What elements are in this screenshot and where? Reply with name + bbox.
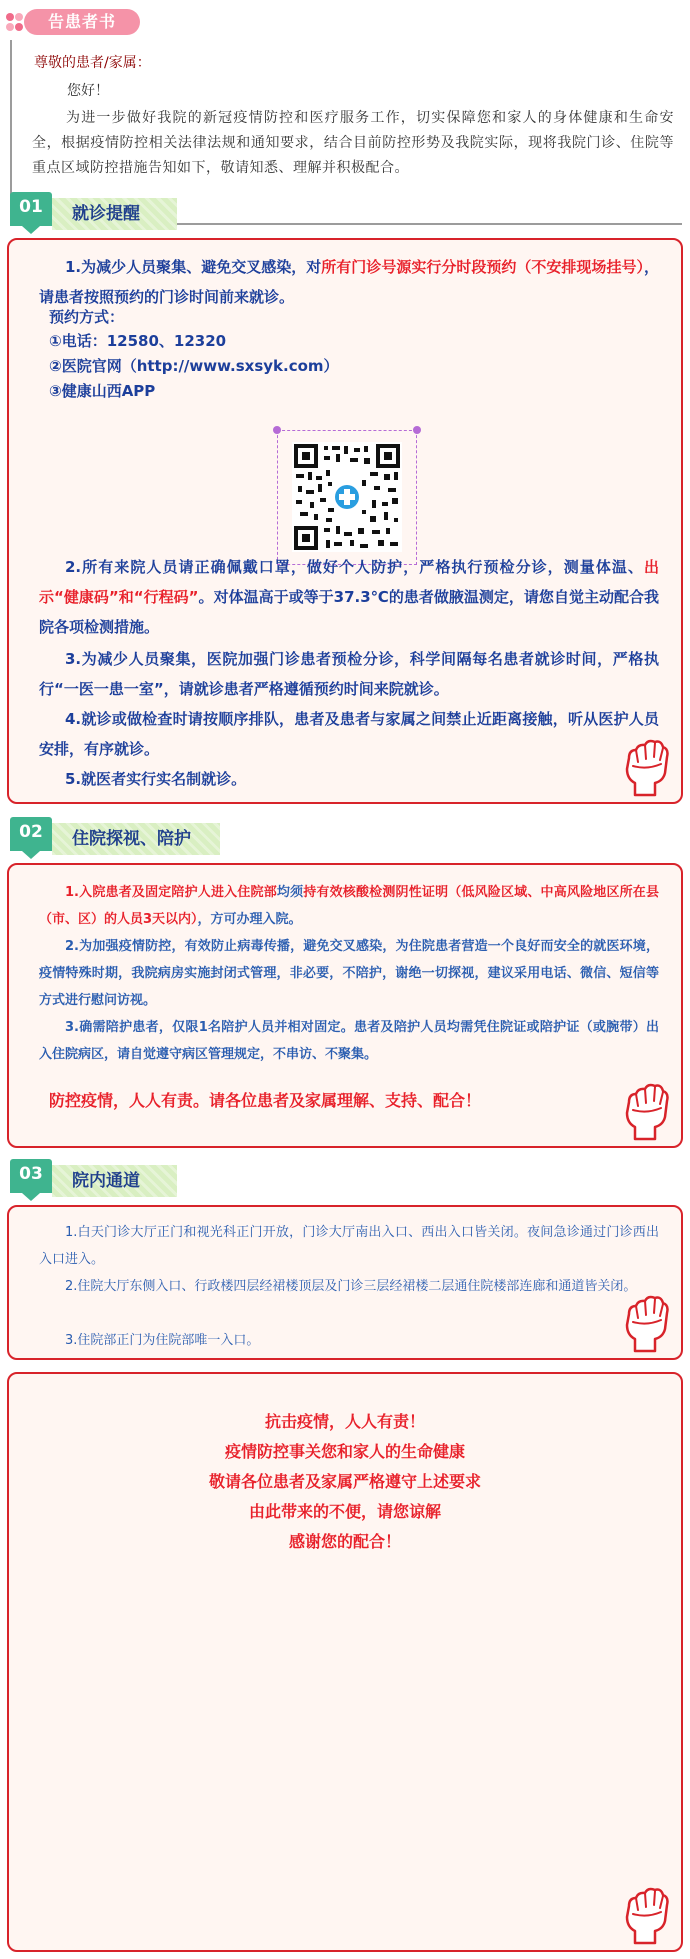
section-title-3: 院内通道 <box>52 1165 177 1197</box>
section-box-2 <box>7 863 683 1148</box>
visit-item-3: 3.为减少人员聚集，医院加强门诊患者预检分诊，科学间隔每名患者就诊时间，严格执行“一医一患一室”，请就诊患者严格遵循预约时间来院就诊。 <box>39 650 659 698</box>
closing-line-5: 感谢您的配合！ <box>288 1532 401 1551</box>
notice-greeting: 您好！ <box>67 83 109 99</box>
closing-line-4: 由此带来的不便，请您谅解 <box>248 1502 441 1521</box>
ward-item-2: 2.为加强疫情防控，有效防止病毒传播，避免交叉感染，为住院患者营造一个良好而安全的就医环境，疫情特殊时期，我院病房实施封闭式管理，非必要，不陪护，谢绝一切探视，建议采用电话、微信、短信等方式进行慰问访视。 <box>39 939 659 1008</box>
booking-phone: ①电话：12580、12320 <box>49 332 227 350</box>
section-title-2: 住院探视、陪护 <box>52 823 220 855</box>
closing-box <box>7 1372 683 1952</box>
closing-line-1: 抗击疫情，人人有责！ <box>264 1412 425 1431</box>
access-item-2: 2.住院大厅东侧入口、行政楼四层经裙楼顶层及门诊三层经裙楼二层通住院楼部连廊和通道皆关闭。 <box>65 1279 637 1294</box>
visit-item-1: 1.为减少人员聚集、避免交叉感染，对所有门诊号源实行分时段预约（不安排现场挂号），请患者按照预约的门诊时间前来就诊。 <box>39 258 659 306</box>
access-item-1: 1.白天门诊大厅正门和视光科正门开放，门诊大厅南出入口、西出入口皆关闭。夜间急诊通过门诊西出入口进入。 <box>39 1225 659 1267</box>
access-item-3: 3.住院部正门为住院部唯一入口。 <box>65 1333 260 1348</box>
section-number-1: 01 <box>10 192 52 226</box>
ward-slogan: 防控疫情，人人有责。请各位患者及家属理解、支持、配合！ <box>49 1091 482 1110</box>
section-number-2: 02 <box>10 817 52 851</box>
booking-app: ③健康山西APP <box>49 382 156 400</box>
section-box-1 <box>7 238 683 804</box>
section-number-3: 03 <box>10 1159 52 1193</box>
closing-line-3: 敬请各位患者及家属严格遵守上述要求 <box>208 1472 481 1491</box>
fist-icon <box>621 1292 673 1354</box>
section-title-1: 就诊提醒 <box>52 198 177 230</box>
fist-icon <box>621 1080 673 1142</box>
notice-salutation: 尊敬的患者/家属： <box>34 55 151 71</box>
visit-item-2: 2.所有来院人员请正确佩戴口罩，做好个人防护，严格执行预检分诊，测量体温、出示“健康码”和“行程码”。对体温高于或等于37.3℃的患者做腋温测定，请您自觉主动配合我院各项检测措施。 <box>39 558 659 636</box>
fist-icon <box>621 1884 673 1946</box>
notice-tag <box>0 5 145 39</box>
closing-line-2: 疫情防控事关您和家人的生命健康 <box>224 1442 465 1461</box>
booking-label: 预约方式： <box>49 308 125 326</box>
section-box-3 <box>7 1205 683 1360</box>
notice-tag-label: 告患者书 <box>24 9 140 35</box>
notice-body: 为进一步做好我院的新冠疫情防控和医疗服务工作，切实保障您和家人的身体健康和生命安全，根据疫情防控相关法律法规和通知要求，结合目前防控形势及我院实际，现将我院门诊、住院等重点区域防控措施告知如下，敬请知悉、理解并积极配合。 <box>32 110 674 176</box>
visit-item-5: 5.就医者实行实名制就诊。 <box>65 770 247 788</box>
qr-code-icon <box>292 442 402 552</box>
decor-dots-icon <box>6 13 24 35</box>
ward-item-1: 1.入院患者及固定陪护人进入住院部均须持有效核酸检测阴性证明（低风险区域、中高风险地区所在县（市、区）的人员3天以内），方可办理入院。 <box>39 885 659 927</box>
booking-website: ②医院官网（http://www.sxsyk.com） <box>49 357 339 375</box>
qr-code[interactable] <box>277 430 417 565</box>
fist-icon <box>621 736 673 798</box>
ward-item-3: 3.确需陪护患者，仅限1名陪护人员并相对固定。患者及陪护人员均需凭住院证或陪护证（或腕带）出入住院病区，请自觉遵守病区管理规定，不串访、不聚集。 <box>39 1020 659 1062</box>
visit-item-4: 4.就诊或做检查时请按顺序排队，患者及患者与家属之间禁止近距离接触，听从医护人员安排，有序就诊。 <box>39 710 659 758</box>
